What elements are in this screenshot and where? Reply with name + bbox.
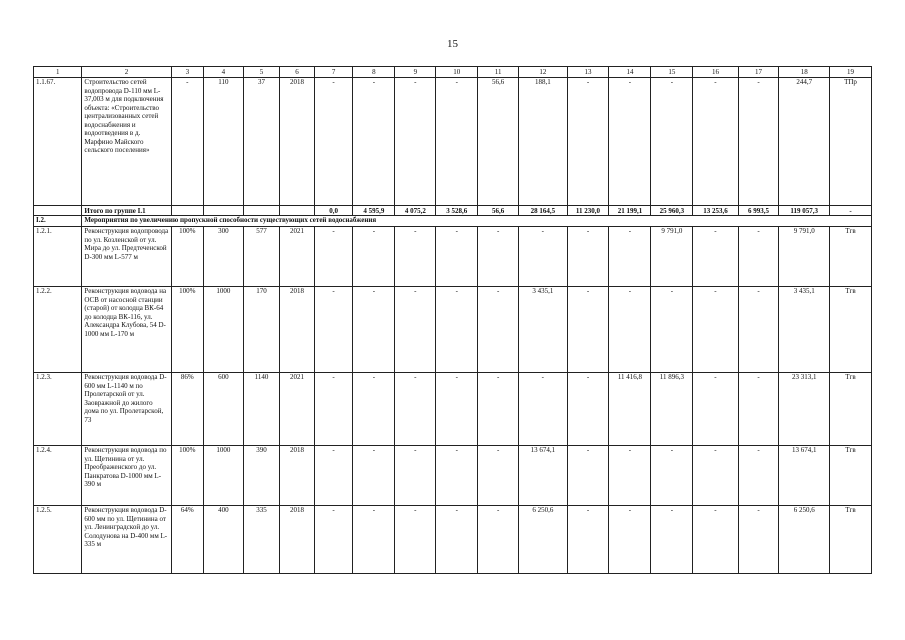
group-header-row xyxy=(34,216,872,227)
total-cell: 56,6 xyxy=(478,206,519,216)
table-cell: 2018 xyxy=(280,446,314,506)
table-cell: - xyxy=(519,373,567,446)
table-cell xyxy=(203,206,243,216)
table-cell: 100% xyxy=(171,446,203,506)
row-description: Реконструкция водопровода по ул. Козленской от ул. Мира до ул. Предтеченской D-300 мм L-577 м xyxy=(82,227,171,287)
table-row xyxy=(34,446,872,506)
table-cell: - xyxy=(693,287,738,373)
table-cell: 335 xyxy=(243,506,280,574)
table-cell xyxy=(243,206,280,216)
table-cell: 244,7 xyxy=(779,78,830,206)
table-cell: 6 250,6 xyxy=(779,506,830,574)
table-row xyxy=(34,373,872,446)
table-cell: - xyxy=(693,227,738,287)
row-code: 1.1.67. xyxy=(34,78,82,206)
table-cell: - xyxy=(353,506,395,574)
table-cell: - xyxy=(609,227,651,287)
table-cell: Тгв xyxy=(829,287,871,373)
table-cell: 86% xyxy=(171,373,203,446)
table-cell: 6 250,6 xyxy=(519,506,567,574)
group-total-row xyxy=(34,206,872,216)
table-cell: 400 xyxy=(203,506,243,574)
table-cell: - xyxy=(314,373,353,446)
table-cell: 2021 xyxy=(280,373,314,446)
table-cell: 100% xyxy=(171,287,203,373)
table-cell: - xyxy=(609,446,651,506)
table-cell: - xyxy=(693,373,738,446)
column-header: 11 xyxy=(478,67,519,78)
column-header: 1 xyxy=(34,67,82,78)
table-cell: 9 791,0 xyxy=(779,227,830,287)
table-cell: - xyxy=(567,287,609,373)
group-code: I.2. xyxy=(34,216,82,227)
table-cell: - xyxy=(609,287,651,373)
row-description: Реконструкция водовода D-600 мм по ул. Щетинина от ул. Ленинградской до ул. Солодунова на D-400 мм L-335 м xyxy=(82,506,171,574)
column-header: 3 xyxy=(171,67,203,78)
table-cell: - xyxy=(314,78,353,206)
table-cell: - xyxy=(478,373,519,446)
table-cell: - xyxy=(738,506,779,574)
table-cell: 2018 xyxy=(280,78,314,206)
table-cell: 9 791,0 xyxy=(651,227,693,287)
column-header: 4 xyxy=(203,67,243,78)
row-code: 1.2.4. xyxy=(34,446,82,506)
table-cell: - xyxy=(395,227,436,287)
table-cell: - xyxy=(693,506,738,574)
table-cell: 577 xyxy=(243,227,280,287)
investment-table xyxy=(33,66,872,574)
table-cell: - xyxy=(395,506,436,574)
table-cell: Тгв xyxy=(829,373,871,446)
table-cell xyxy=(34,206,82,216)
column-header: 16 xyxy=(693,67,738,78)
table-cell: - xyxy=(609,78,651,206)
table-cell: - xyxy=(738,446,779,506)
group-title: Мероприятия по увеличению пропускной способности существующих сетей водоснабжения xyxy=(82,216,872,227)
table-cell: - xyxy=(567,227,609,287)
table-cell: - xyxy=(171,78,203,206)
table-cell: 2018 xyxy=(280,287,314,373)
page-number: 15 xyxy=(447,38,458,50)
total-cell: 21 199,1 xyxy=(609,206,651,216)
total-cell: 4 075,2 xyxy=(395,206,436,216)
row-description: Реконструкция водовода D-600 мм L-1140 м по Пролетарской от ул. Заовражной до жилого дома по ул. Пролетарской, 73 xyxy=(82,373,171,446)
table-cell: - xyxy=(395,446,436,506)
column-header: 12 xyxy=(519,67,567,78)
table-cell: - xyxy=(651,506,693,574)
table-cell xyxy=(171,206,203,216)
table-cell: - xyxy=(395,287,436,373)
table-cell: 64% xyxy=(171,506,203,574)
table-cell: - xyxy=(314,506,353,574)
table-cell: - xyxy=(693,446,738,506)
table-cell: - xyxy=(567,373,609,446)
row-code: 1.2.2. xyxy=(34,287,82,373)
column-header: 6 xyxy=(280,67,314,78)
column-header: 13 xyxy=(567,67,609,78)
table-cell: 2021 xyxy=(280,227,314,287)
column-header: 17 xyxy=(738,67,779,78)
column-header: 8 xyxy=(353,67,395,78)
row-code: 1.2.5. xyxy=(34,506,82,574)
table-cell: - xyxy=(395,373,436,446)
table-cell: - xyxy=(314,446,353,506)
table-cell: - xyxy=(609,506,651,574)
column-header: 19 xyxy=(829,67,871,78)
table-cell: Тгв xyxy=(829,446,871,506)
total-cell: 0,0 xyxy=(314,206,353,216)
table-cell: - xyxy=(436,506,478,574)
table-cell: - xyxy=(567,506,609,574)
table-cell: - xyxy=(353,446,395,506)
table-cell: - xyxy=(478,287,519,373)
table-row xyxy=(34,227,872,287)
table-cell: - xyxy=(651,446,693,506)
table-cell: Тгв xyxy=(829,227,871,287)
table-row xyxy=(34,506,872,574)
table-cell: - xyxy=(519,227,567,287)
table-cell: - xyxy=(353,78,395,206)
header-row xyxy=(34,67,872,78)
table-cell: 390 xyxy=(243,446,280,506)
total-cell: 25 960,3 xyxy=(651,206,693,216)
table-cell: 1000 xyxy=(203,446,243,506)
table-cell: - xyxy=(353,227,395,287)
table-cell xyxy=(280,206,314,216)
table-cell: 56,6 xyxy=(478,78,519,206)
table-cell: 1000 xyxy=(203,287,243,373)
table-cell: 188,1 xyxy=(519,78,567,206)
table-row xyxy=(34,287,872,373)
column-header: 7 xyxy=(314,67,353,78)
total-cell: 6 993,5 xyxy=(738,206,779,216)
table-cell: 170 xyxy=(243,287,280,373)
row-description: Строительство сетей водопровода D-110 мм L-37,003 м для подключения объекта: «Строительство централизованных сетей водоснабжения и водоотведения в д. Марфино Майского сельского поселения» xyxy=(82,78,171,206)
table-cell: 2018 xyxy=(280,506,314,574)
table-cell: - xyxy=(567,78,609,206)
table-cell: - xyxy=(436,227,478,287)
total-cell: 4 595,9 xyxy=(353,206,395,216)
table-cell: - xyxy=(651,287,693,373)
table-cell: - xyxy=(436,446,478,506)
table-cell: - xyxy=(436,373,478,446)
table-cell: - xyxy=(738,373,779,446)
table-cell: - xyxy=(738,287,779,373)
table-cell: - xyxy=(436,78,478,206)
total-cell: 119 057,3 xyxy=(779,206,830,216)
table-cell: 23 313,1 xyxy=(779,373,830,446)
table-cell: 600 xyxy=(203,373,243,446)
table-cell: - xyxy=(353,287,395,373)
table-cell: - xyxy=(478,446,519,506)
row-code: 1.2.1. xyxy=(34,227,82,287)
table-cell: 11 896,3 xyxy=(651,373,693,446)
total-cell: 28 164,5 xyxy=(519,206,567,216)
column-header: 9 xyxy=(395,67,436,78)
table-cell: 13 674,1 xyxy=(519,446,567,506)
table-cell: 3 435,1 xyxy=(779,287,830,373)
table-cell: 110 xyxy=(203,78,243,206)
table-cell: - xyxy=(478,227,519,287)
row-description: Реконструкция водовода на ОСВ от насосной станции (старой) от колодца ВК-64 до колодца ВК-116, ул. Александра Клубова, 54 D-1000 мм L-170 м xyxy=(82,287,171,373)
total-cell: 3 528,6 xyxy=(436,206,478,216)
table-cell: - xyxy=(436,287,478,373)
table-cell: - xyxy=(651,78,693,206)
table-cell: - xyxy=(693,78,738,206)
table-row xyxy=(34,78,872,206)
table-cell: - xyxy=(478,506,519,574)
row-code: 1.2.3. xyxy=(34,373,82,446)
table-cell: - xyxy=(314,287,353,373)
column-header: 14 xyxy=(609,67,651,78)
table-cell: 13 674,1 xyxy=(779,446,830,506)
column-header: 2 xyxy=(82,67,171,78)
column-header: 18 xyxy=(779,67,830,78)
table-cell: - xyxy=(738,78,779,206)
table-cell: 100% xyxy=(171,227,203,287)
table-cell: 37 xyxy=(243,78,280,206)
table-cell: - xyxy=(738,227,779,287)
table-cell: - xyxy=(353,373,395,446)
total-cell: 11 230,0 xyxy=(567,206,609,216)
table-cell: - xyxy=(567,446,609,506)
table-cell: Тгв xyxy=(829,506,871,574)
total-cell: 13 253,6 xyxy=(693,206,738,216)
row-description: Реконструкция водовода по ул. Щетинина от ул. Преображенского до ул. Панкратова D-1000 мм L-390 м xyxy=(82,446,171,506)
total-label: Итого по группе I.1 xyxy=(82,206,171,216)
table-cell: 11 416,8 xyxy=(609,373,651,446)
table-cell: - xyxy=(395,78,436,206)
total-cell: - xyxy=(829,206,871,216)
column-header: 5 xyxy=(243,67,280,78)
table-cell: 1140 xyxy=(243,373,280,446)
table-cell: - xyxy=(314,227,353,287)
column-header: 15 xyxy=(651,67,693,78)
table-cell: 300 xyxy=(203,227,243,287)
column-header: 10 xyxy=(436,67,478,78)
table-cell: 3 435,1 xyxy=(519,287,567,373)
table-cell: ТПр xyxy=(829,78,871,206)
